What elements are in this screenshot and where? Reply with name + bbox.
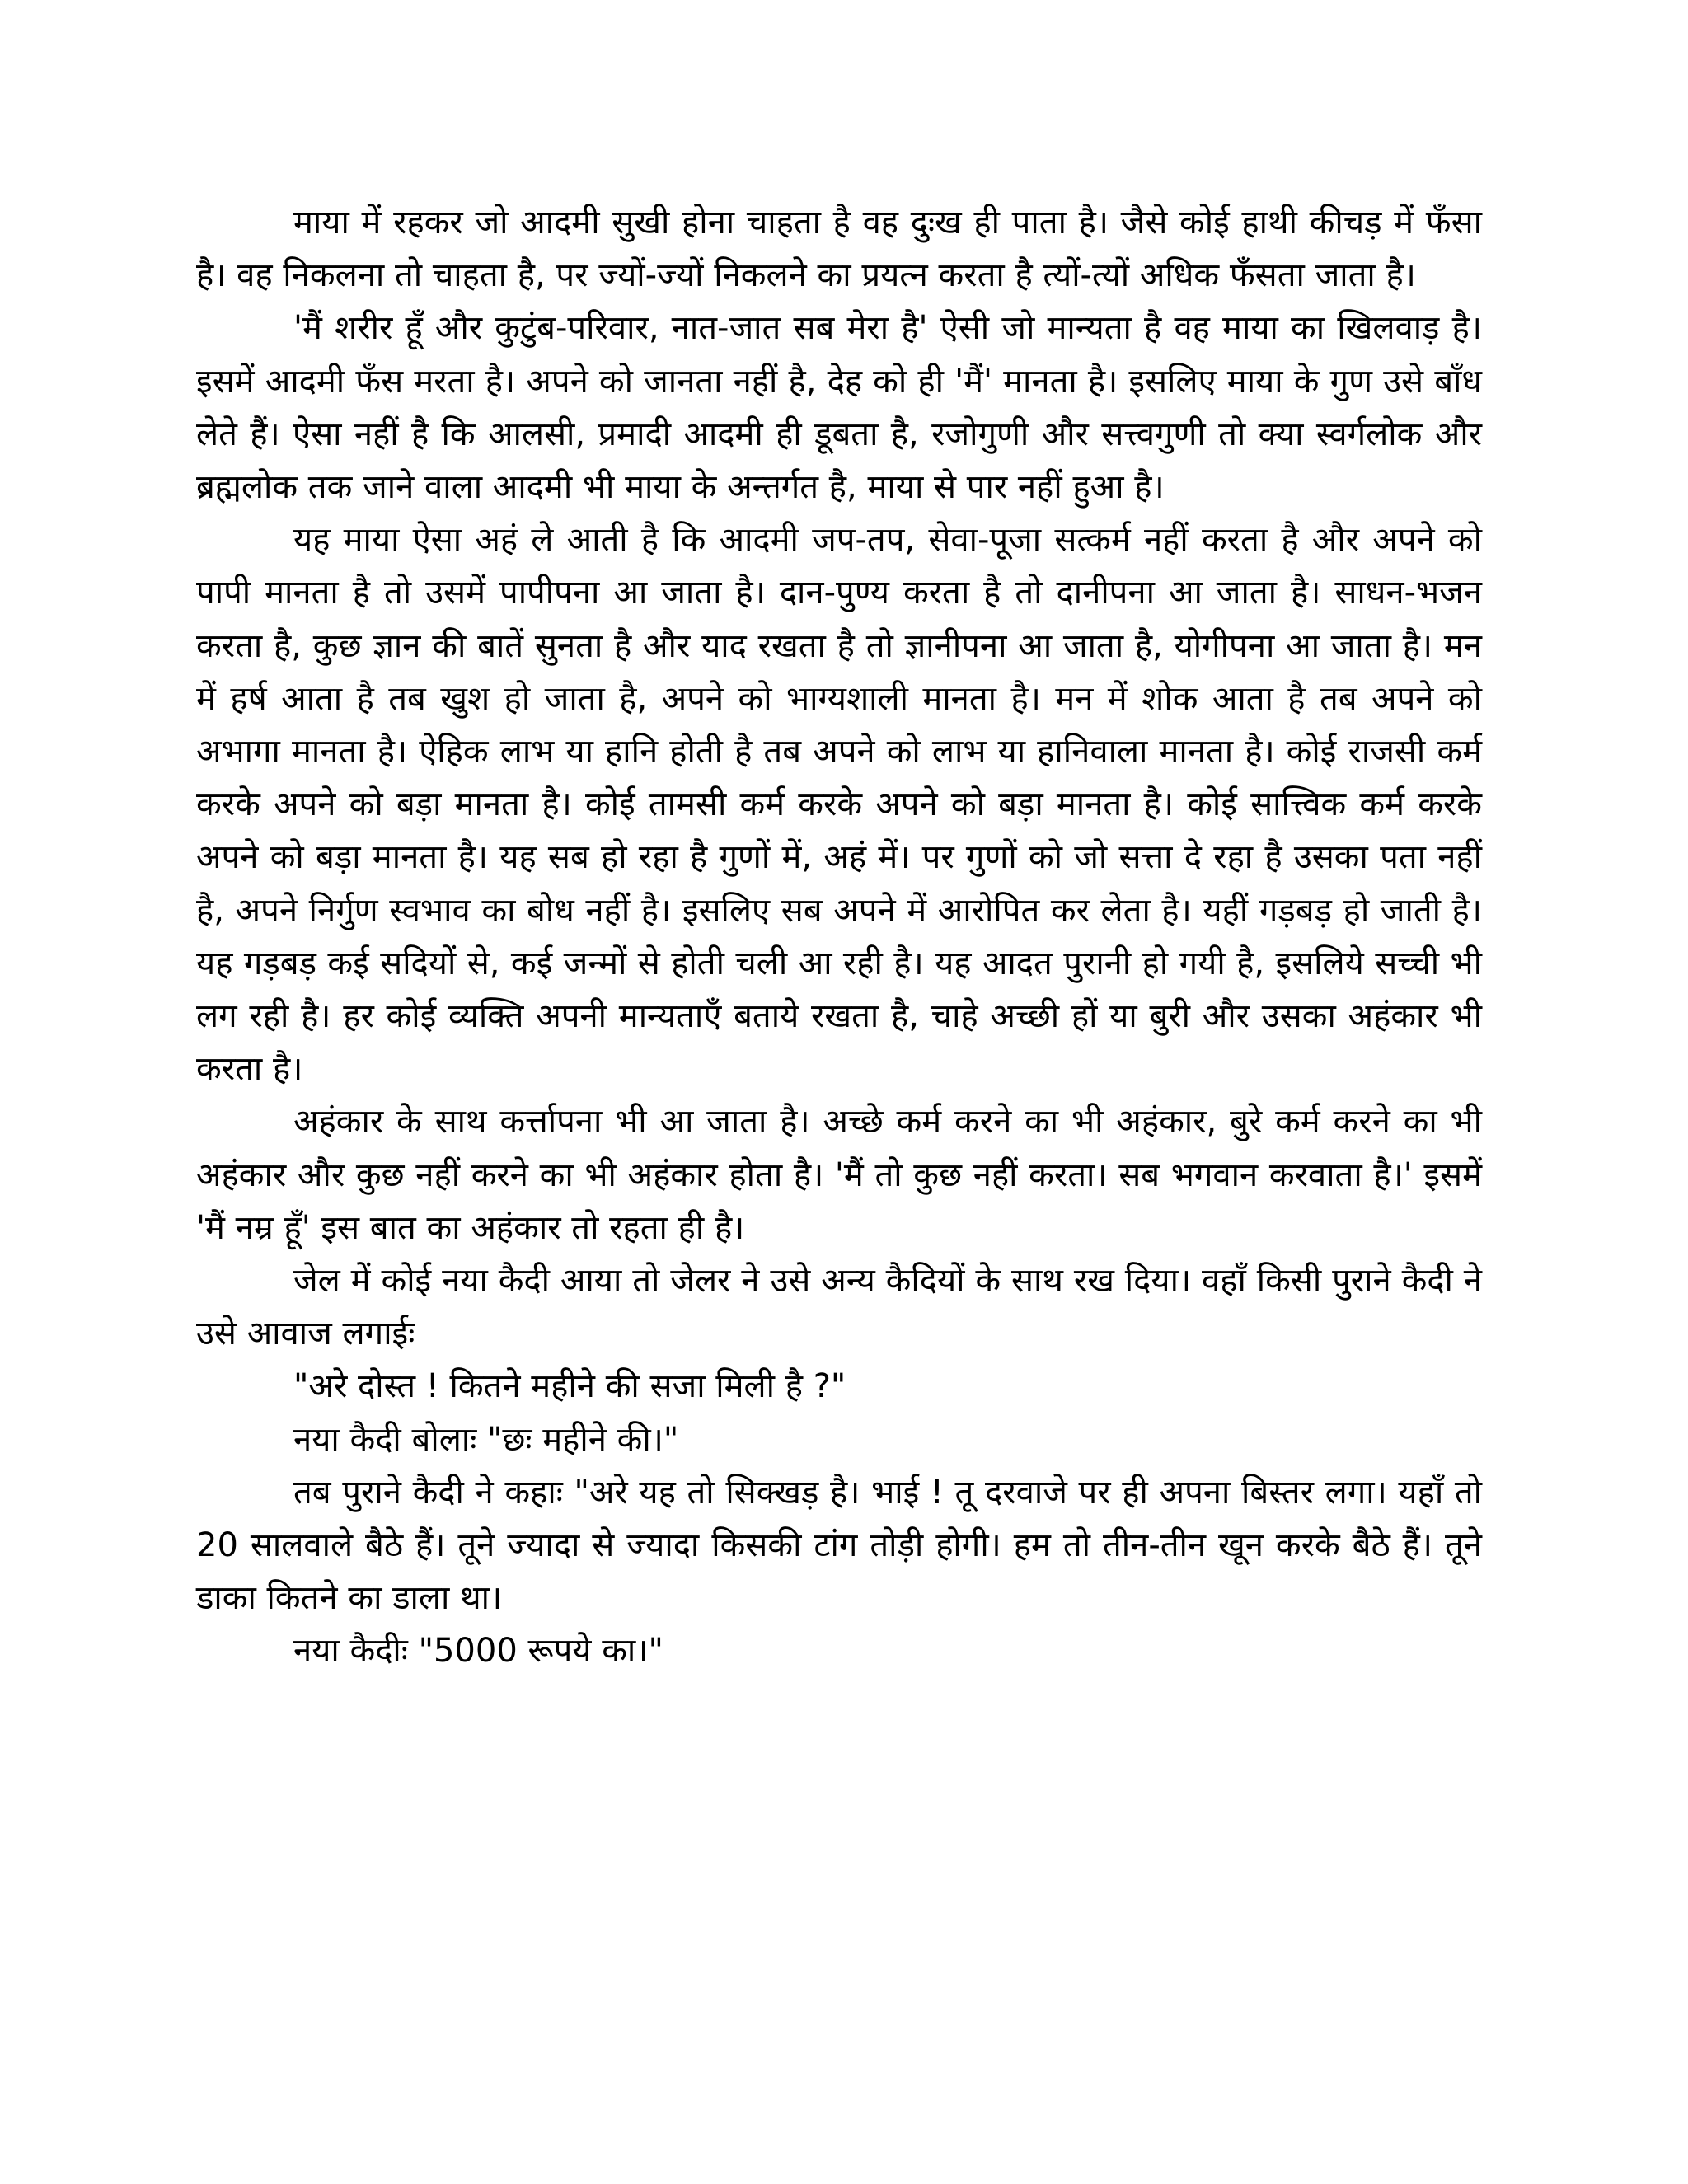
paragraph-5: जेल में कोई नया कैदी आया तो जेलर ने उसे अन्य कैदियों के साथ रख दिया। वहाँ किसी पुराने कैदी ने उसे आवाज लगाईः xyxy=(196,1262,1482,1353)
paragraph-9: नया कैदीः "5000 रूपये का।" xyxy=(293,1632,663,1671)
paragraph-2: 'मैं शरीर हूँ और कुटुंब-परिवार, नात-जात सब मेरा है' ऐसी जो मान्यता है वह माया का खिलवाड़ है। इसमें आदमी फँस मरता है। अपने को जानता नहीं है, देह को ही 'मैं' मानता है। इसलिए माया के गुण उसे बाँध लेते हैं। ऐसा नहीं है कि आलसी, प्रमादी आदमी ही डूबता है, रजोगुणी और सत्त्वगुणी तो क्या स्वर्गलोक और ब्रह्मलोक तक जाने वाला आदमी भी माया के अन्तर्गत है, माया से पार नहीं हुआ है। xyxy=(196,309,1482,507)
paragraph-7: नया कैदी बोलाः "छः महीने की।" xyxy=(293,1420,679,1459)
paragraph-3: यह माया ऐसा अहं ले आती है कि आदमी जप-तप, सेवा-पूजा सत्कर्म नहीं करता है और अपने को पापी मानता है तो उसमें पापीपना आ जाता है। दान-पुण्य करता है तो दानीपना आ जाता है। साधन-भजन करता है, कुछ ज्ञान की बातें सुनता है और याद रखता है तो ज्ञानीपना आ जाता है, योगीपना आ जाता है। मन में हर्ष आता है तब खुश हो जाता है, अपने को भाग्यशाली मानता है। मन में शोक आता है तब अपने को अभागा मानता है। ऐहिक लाभ या हानि होती है तब अपने को लाभ या हानिवाला मानता है। कोई राजसी कर्म करके अपने को बड़ा मानता है। कोई तामसी कर्म करके अपने को बड़ा मानता है। कोई सात्त्विक कर्म करके अपने को बड़ा मानता है। यह सब हो रहा है गुणों में, अहं में। पर गुणों को जो सत्ता दे रहा है उसका पता नहीं है, अपने निर्गुण स्वभाव का बोध नहीं है। इसलिए सब अपने में आरोपित कर लेता है। यहीं गड़बड़ हो जाती है। यह गड़बड़ कई सदियों से, कई जन्मों से होती चली आ रही है। यह आदत पुरानी हो गयी है, इसलिये सच्ची भी लग रही है। हर कोई व्यक्ति अपनी मान्यताएँ बताये रखता है, चाहे अच्छी हों या बुरी और उसका अहंकार भी करता है। xyxy=(196,521,1482,1089)
paragraph-8: तब पुराने कैदी ने कहाः "अरे यह तो सिक्खड़ है। भाई ! तू दरवाजे पर ही अपना बिस्तर लगा। यहाँ तो 20 सालवाले बैठे हैं। तूने ज्यादा से ज्यादा किसकी टांग तोड़ी होगी। हम तो तीन-तीन खून करके बैठे हैं। तूने डाका कितने का डाला था। xyxy=(196,1473,1482,1618)
document-page xyxy=(196,196,1482,1678)
paragraph-6: "अरे दोस्त ! कितने महीने की सजा मिली है ?" xyxy=(293,1367,846,1406)
paragraph-4: अहंकार के साथ कर्त्तापना भी आ जाता है। अच्छे कर्म करने का भी अहंकार, बुरे कर्म करने का भी अहंकार और कुछ नहीं करने का भी अहंकार होता है। 'मैं तो कुछ नहीं करता। सब भगवान करवाता है।' इसमें 'मैं नम्र हूँ' इस बात का अहंकार तो रहता ही है। xyxy=(196,1103,1482,1247)
paragraph-1: माया में रहकर जो आदमी सुखी होना चाहता है वह दुःख ही पाता है। जैसे कोई हाथी कीचड़ में फँसा है। वह निकलना तो चाहता है, पर ज्यों-ज्यों निकलने का प्रयत्न करता है त्यों-त्यों अधिक फँसता जाता है। xyxy=(196,204,1482,295)
